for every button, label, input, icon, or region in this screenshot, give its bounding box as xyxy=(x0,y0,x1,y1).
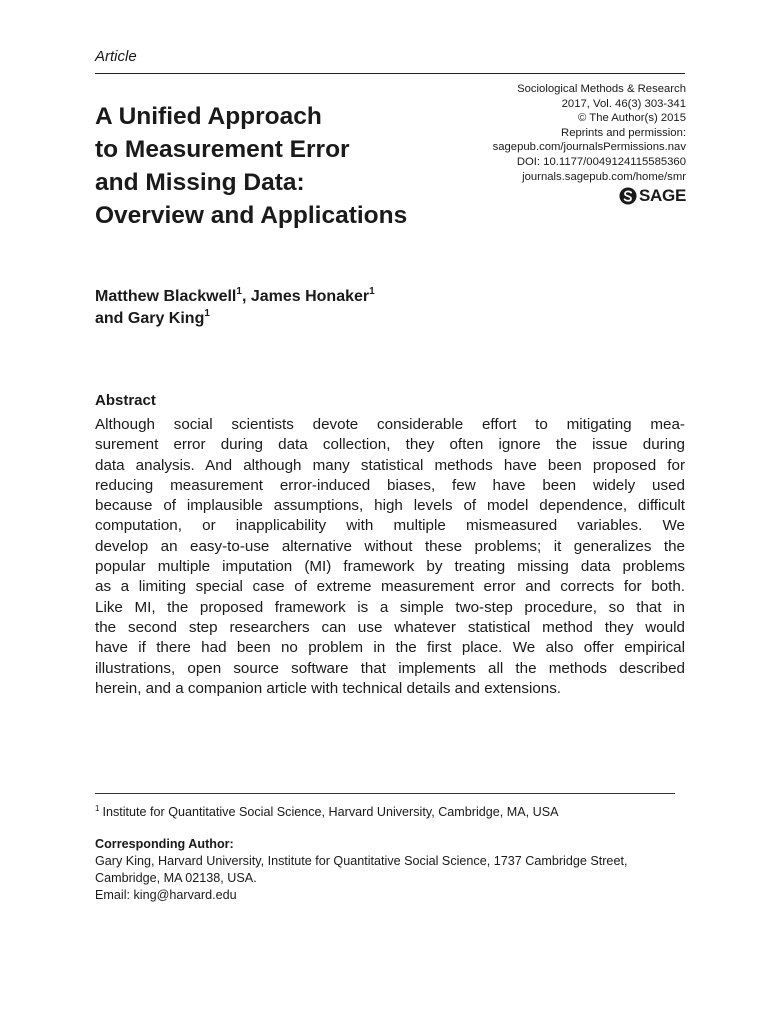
corresponding-email[interactable]: Email: king@harvard.edu xyxy=(95,888,237,902)
journal-metadata xyxy=(426,82,686,184)
journal-name: Sociological Methods & Research xyxy=(517,83,686,95)
header-rule xyxy=(95,73,685,74)
journal-volume: 2017, Vol. 46(3) 303-341 xyxy=(561,97,686,110)
author-line xyxy=(95,286,375,308)
permissions-link[interactable]: sagepub.com/journalsPermissions.nav xyxy=(492,141,686,154)
affiliation-text: Institute for Quantitative Social Science, Harvard University, Cambridge, MA, USA xyxy=(102,805,559,819)
abstract-heading: Abstract xyxy=(95,392,156,409)
sage-logo-icon xyxy=(619,187,637,205)
doi-text[interactable]: DOI: 10.1177/0049124115585360 xyxy=(516,155,686,168)
title-line: and Missing Data: xyxy=(95,169,305,196)
corresponding-author xyxy=(95,836,695,904)
article-type-label: Article xyxy=(95,48,137,65)
abstract-line: Although social scientists devote considerable effort to mitigating mea- xyxy=(95,416,685,433)
affiliation-marker: 1 xyxy=(369,286,375,297)
abstract-line: data analysis. And although many statistical methods have been proposed for xyxy=(95,456,685,474)
affiliation-footnote xyxy=(95,804,559,820)
title-line: Overview and Applications xyxy=(95,202,408,229)
abstract-line: develop an easy-to-use alternative without these problems; it generalizes the xyxy=(95,537,685,555)
author-name: Matthew Blackwell xyxy=(95,288,237,305)
author-line xyxy=(95,308,375,330)
journal-url-link[interactable]: journals.sagepub.com/home/smr xyxy=(522,170,686,183)
copyright-notice: © The Author(s) 2015 xyxy=(578,112,686,125)
reprints-text: Reprints and permission: xyxy=(561,126,686,139)
corresponding-address: Gary King, Harvard University, Institute for Quantitative Social Science, 1737 Cambridge Street, xyxy=(95,854,628,868)
abstract-line: Like MI, the proposed framework is a simple two-step procedure, so that in xyxy=(95,598,685,616)
abstract-line: popular multiple imputation (MI) framework by treating missing data problems xyxy=(95,558,685,576)
title-line: to Measurement Error xyxy=(95,136,350,163)
footnote-rule xyxy=(95,793,675,794)
affiliation-marker: 1 xyxy=(236,286,242,297)
abstract-line: computation, or inapplicability with multiple mismeasured variables. We xyxy=(95,517,685,535)
abstract-body xyxy=(95,415,685,699)
abstract-line: herein, and a companion article with technical details and extensions. xyxy=(95,679,562,697)
author-list xyxy=(95,286,375,330)
author-name: , James Honaker xyxy=(241,288,370,305)
author-name: and Gary King xyxy=(95,310,205,327)
publisher-logo xyxy=(619,186,686,206)
abstract-line: illustrations, open source software that implements all the methods described xyxy=(95,659,685,677)
abstract-line: the second step researchers can use whatever statistical method they would xyxy=(95,618,685,636)
sage-logo-text: SAGE xyxy=(639,186,686,205)
abstract-line: as a limiting special case of extreme measurement error and corrects for both. xyxy=(95,578,685,596)
affiliation-marker: 1 xyxy=(95,804,100,813)
corresponding-address: Cambridge, MA 02138, USA. xyxy=(95,871,257,885)
abstract-line: surement error during data collection, they often ignore the issue during xyxy=(95,436,685,454)
abstract-line: because of implausible assumptions, high levels of model dependence, difficult xyxy=(95,497,685,515)
affiliation-marker: 1 xyxy=(204,308,210,319)
corresponding-heading: Corresponding Author: xyxy=(95,837,234,851)
title-line: A Unified Approach xyxy=(95,103,322,130)
abstract-line: reducing measurement error-induced biases, few have been widely used xyxy=(95,476,685,494)
abstract-line: have if there had been no problem in the first place. We also offer empirical xyxy=(95,639,685,657)
